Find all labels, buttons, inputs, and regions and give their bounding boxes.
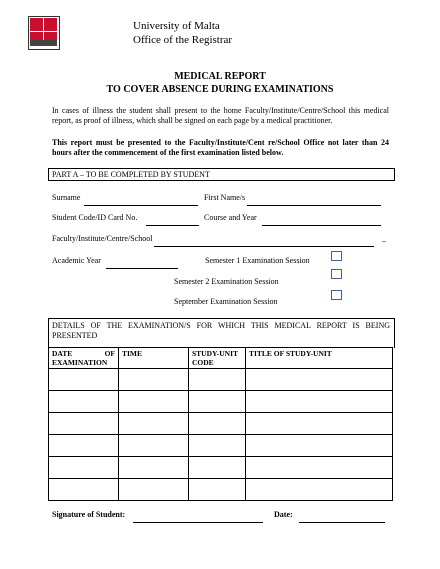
university-name: University of Malta bbox=[133, 20, 220, 32]
exam-details-table bbox=[48, 347, 393, 501]
document-title: MEDICAL REPORT bbox=[174, 71, 266, 82]
course-year-field[interactable] bbox=[262, 213, 381, 231]
surname-field[interactable] bbox=[84, 193, 198, 211]
first-names-field[interactable] bbox=[247, 193, 381, 211]
intro-paragraph-2: This report must be presented to the Faculty/Institute/Cent re/School Office not later than 24 hours after the commencement of the first examination listed below. bbox=[52, 138, 389, 157]
col-date-word-exam: EXAMINATION bbox=[52, 358, 108, 367]
student-code-field[interactable] bbox=[146, 213, 199, 231]
university-crest-logo bbox=[28, 16, 60, 50]
signature-label: Signature of Student: bbox=[52, 510, 126, 519]
table-row[interactable] bbox=[49, 391, 393, 413]
exam-details-heading: DETAILS OF THE EXAMINATION/S FOR WHICH THIS MEDICAL REPORT IS BEING PRESENTED bbox=[52, 321, 390, 340]
table-row[interactable] bbox=[49, 479, 393, 501]
date-label: Date: bbox=[274, 510, 293, 519]
col-code-word-studyunit: STUDY-UNIT bbox=[192, 349, 238, 358]
col-date-header bbox=[49, 348, 119, 369]
intro-paragraph-1: In cases of illness the student shall present to the home Faculty/Institute/Centre/School this medical report, as proof of illness, which shall be signed on each page by a medical practitioner. bbox=[52, 106, 389, 125]
table-row[interactable] bbox=[49, 369, 393, 391]
faculty-field[interactable] bbox=[154, 234, 374, 252]
date-field[interactable] bbox=[299, 510, 385, 528]
first-names-label: First Name/s bbox=[204, 193, 246, 202]
col-code-header bbox=[189, 348, 246, 369]
office-name: Office of the Registrar bbox=[133, 34, 233, 46]
part-a-heading: PART A – TO BE COMPLETED BY STUDENT bbox=[52, 170, 210, 179]
surname-label: Surname bbox=[52, 193, 81, 202]
col-title-header: TITLE OF STUDY-UNIT bbox=[246, 348, 393, 369]
exam-table-header-row bbox=[49, 348, 393, 369]
col-time-header: TIME bbox=[119, 348, 189, 369]
september-label: September Examination Session bbox=[174, 297, 278, 306]
september-checkbox[interactable] bbox=[331, 290, 342, 300]
semester2-label: Semester 2 Examination Session bbox=[174, 277, 279, 286]
part-a-heading-box bbox=[48, 168, 395, 181]
semester1-checkbox[interactable] bbox=[331, 251, 342, 261]
table-row[interactable] bbox=[49, 435, 393, 457]
semester1-label: Semester 1 Examination Session bbox=[205, 256, 310, 265]
document-subtitle: TO COVER ABSENCE DURING EXAMINATIONS bbox=[106, 84, 334, 95]
table-row[interactable] bbox=[49, 413, 393, 435]
semester2-checkbox[interactable] bbox=[331, 269, 342, 279]
signature-field[interactable] bbox=[133, 510, 263, 528]
academic-year-field[interactable] bbox=[106, 256, 178, 274]
student-code-label: Student Code/ID Card No. bbox=[52, 213, 138, 222]
faculty-trailing-dash: _ bbox=[382, 234, 386, 243]
exam-details-heading-box bbox=[48, 318, 395, 348]
col-code-word-code: CODE bbox=[192, 358, 214, 367]
col-date-word-date: DATE bbox=[52, 349, 73, 358]
academic-year-label: Academic Year bbox=[52, 256, 101, 265]
col-date-word-of: OF bbox=[104, 349, 115, 358]
table-row[interactable] bbox=[49, 457, 393, 479]
faculty-label: Faculty/Institute/Centre/School bbox=[52, 234, 153, 243]
course-year-label: Course and Year bbox=[204, 213, 257, 222]
